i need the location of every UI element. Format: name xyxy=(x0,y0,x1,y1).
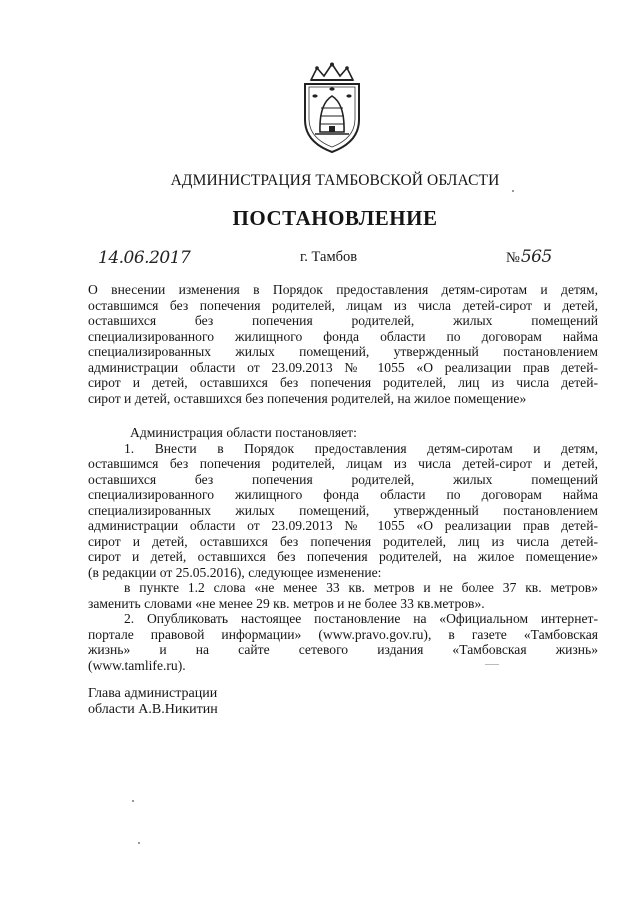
document-body xyxy=(88,425,598,673)
item1-line: специализированного жилищного фонда области по договорам найма xyxy=(88,487,598,502)
item1-line: специализированных жилых помещений, утвержденный постановлением xyxy=(88,502,598,518)
subject-line: сирот и детей, оставшихся без попечения родителей, лиц из числа детей- xyxy=(88,375,598,390)
subject-line: администрации области от 23.09.2013 № 1055 «О реализации прав детей- xyxy=(88,359,598,375)
scan-speck xyxy=(132,800,134,802)
item1-line: сирот и детей, оставшихся без попечения родителей, лиц из числа детей- xyxy=(88,533,598,549)
number-value: 565 xyxy=(520,247,552,267)
change-line: заменить словами «не менее 29 кв. метров и не более 33 кв.метров». xyxy=(88,595,485,611)
item1-line: сирот и детей, оставшихся без попечения родителей, на жилое помещение» xyxy=(88,549,598,564)
item1-line: (в редакции от 25.05.2016), следующее изменение: xyxy=(88,564,382,580)
document-number xyxy=(506,247,552,267)
subject-line: О внесении изменения в Порядок предоставления детям-сиротам и детям, xyxy=(88,282,598,297)
subject-line: специализированного жилищного фонда области по договорам найма xyxy=(88,328,598,344)
document-date: 14.06.2017 xyxy=(98,248,191,268)
scan-speck xyxy=(485,664,499,665)
signature-position: Глава администрации xyxy=(88,686,218,701)
item2-line: 2. Опубликовать настоящее постановление на «Официальном интернет- xyxy=(124,611,598,626)
subject-line: оставшимся без попечения родителей, лицам из числа детей-сирот и детей, xyxy=(88,297,598,313)
item1-line: оставшихся без попечения родителей, жилых помещений xyxy=(88,471,598,487)
item2-line: портале правовой информации» (www.pravo.gov.ru), в газете «Тамбовская xyxy=(88,626,598,642)
item1-line: администрации области от 23.09.2013 № 1055 «О реализации прав детей- xyxy=(88,518,598,533)
preamble: Администрация области постановляет: xyxy=(130,425,357,440)
organization-name: АДМИНИСТРАЦИЯ ТАМБОВСКОЙ ОБЛАСТИ xyxy=(170,172,500,189)
document-city: г. Тамбов xyxy=(300,249,358,265)
item1-line: оставшимся без попечения родителей, лицам из числа детей-сирот и детей, xyxy=(88,456,598,471)
item1-line: 1. Внести в Порядок предоставления детям-сиротам и детям, xyxy=(124,440,598,456)
scan-speck xyxy=(512,190,514,192)
item2-line: жизнь» и на сайте сетевого издания «Тамбовская жизнь» xyxy=(88,642,598,657)
signature-block xyxy=(88,686,218,717)
document-subject xyxy=(88,282,598,406)
item2-line: (www.tamlife.ru). xyxy=(88,657,186,673)
signature-name: области А.В.Никитин xyxy=(88,701,218,717)
tambov-coat-of-arms-icon xyxy=(297,62,367,154)
change-line: в пункте 1.2 слова «не менее 33 кв. метров и не более 37 кв. метров» xyxy=(124,580,598,595)
scan-speck xyxy=(138,842,140,844)
subject-line: сирот и детей, оставшихся без попечения родителей, на жилое помещение» xyxy=(88,390,527,406)
number-sign: № xyxy=(506,250,520,266)
subject-line: оставшихся без попечения родителей, жилых помещений xyxy=(88,313,598,328)
document-type-title: ПОСТАНОВЛЕНИЕ xyxy=(232,206,438,230)
subject-line: специализированных жилых помещений, утвержденный постановлением xyxy=(88,344,598,359)
